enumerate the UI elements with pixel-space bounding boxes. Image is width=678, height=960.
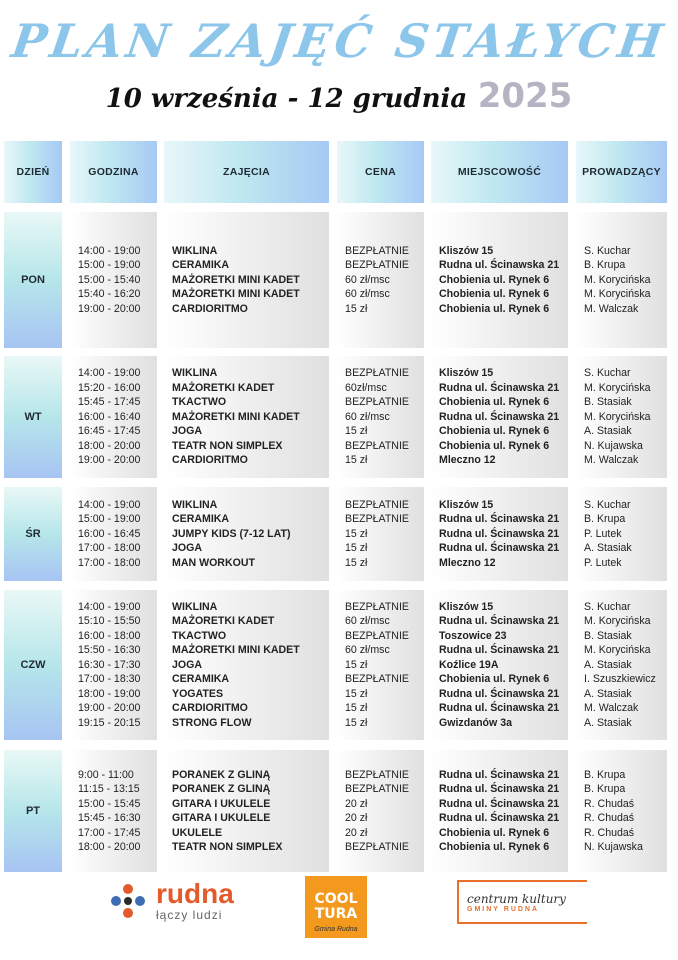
teacher-entry: R. Chudaś (584, 797, 635, 810)
place-entry: Chobienia ul. Rynek 6 (439, 273, 550, 286)
teacher-column-cell (576, 750, 667, 872)
class-column-cell (164, 212, 329, 348)
day-label: ŚR (4, 487, 62, 581)
price-entry: 15 zł (345, 556, 368, 569)
place-column-cell (431, 212, 568, 348)
price-entry: 15 zł (345, 542, 368, 555)
teacher-entry: M. Walczak (584, 302, 639, 315)
class-entry: JUMPY KIDS (7-12 LAT) (172, 527, 291, 540)
price-entry: 15 zł (345, 658, 368, 671)
class-entry: PORANEK Z GLINĄ (172, 783, 271, 795)
teacher-entry: B. Krupa (584, 783, 626, 795)
class-entry: TKACTWO (172, 396, 227, 409)
class-entry: PORANEK Z GLINĄ (172, 768, 271, 781)
place-entry: Rudna ul. Ścinawska 21 (439, 783, 560, 795)
place-entry: Rudna ul. Ścinawska 21 (439, 615, 560, 628)
class-entry: JOGA (172, 425, 203, 438)
price-entry: 15 zł (345, 527, 368, 540)
price-entry: BEZPŁATNIE (345, 673, 409, 686)
teacher-entry: M. Korycińska (584, 410, 651, 423)
centrum-kultury-text: centrum kultury (467, 891, 566, 906)
day-label: PT (4, 750, 62, 872)
class-entry: MAŻORETKI MINI KADET (172, 644, 300, 657)
hour-entry: 19:15 - 20:15 (78, 716, 141, 729)
hour-entry: 15:50 - 16:30 (78, 644, 141, 657)
teacher-entry: M. Korycińska (584, 644, 651, 657)
price-column-cell (337, 750, 424, 872)
column-header-hour: GODZINA (70, 141, 157, 203)
class-entry: WIKLINA (172, 367, 218, 380)
place-entry: Gwizdanów 3a (439, 716, 512, 729)
rudna-logo-name: rudna (156, 878, 234, 909)
teacher-entry: M. Korycińska (584, 381, 651, 394)
hour-entry: 16:00 - 16:40 (78, 410, 141, 423)
price-entry: 60 zł/msc (345, 644, 390, 657)
hour-entry: 18:00 - 20:00 (78, 841, 141, 853)
teacher-entry: B. Krupa (584, 768, 626, 781)
class-entry: TKACTWO (172, 629, 227, 642)
class-entry: GITARA I UKULELE (172, 812, 271, 824)
teacher-column-cell (576, 212, 667, 348)
price-entry: 15 zł (345, 425, 368, 438)
hour-entry: 15:45 - 17:45 (78, 396, 141, 409)
price-entry: 20 zł (345, 812, 368, 824)
day-label: CZW (4, 590, 62, 740)
place-entry: Rudna ul. Ścinawska 21 (439, 687, 560, 700)
page-title: PLAN ZAJĘĆ STAŁYCH (8, 14, 670, 68)
hour-column-cell (70, 590, 157, 740)
price-entry: 20 zł (345, 797, 368, 810)
hour-entry: 17:00 - 17:45 (78, 826, 141, 839)
class-entry: MAN WORKOUT (172, 556, 255, 569)
teacher-entry: M. Korycińska (584, 288, 651, 301)
teacher-column-cell (576, 590, 667, 740)
place-entry: Rudna ul. Ścinawska 21 (439, 797, 560, 810)
column-header-day: DZIEŃ (4, 141, 62, 203)
class-entry: MAŻORETKI MINI KADET (172, 273, 300, 286)
price-entry: BEZPŁATNIE (345, 513, 409, 526)
hour-entry: 11:15 - 13:15 (78, 783, 140, 795)
hour-entry: 14:00 - 19:00 (78, 600, 141, 613)
day-label: PON (4, 212, 62, 348)
place-column-cell (431, 590, 568, 740)
teacher-column-cell (576, 356, 667, 478)
rudna-emblem-icon (108, 881, 148, 921)
hour-entry: 16:00 - 18:00 (78, 629, 141, 642)
place-entry: Rudna ul. Ścinawska 21 (439, 702, 560, 715)
class-entry: WIKLINA (172, 244, 218, 257)
price-entry: 60 zł/msc (345, 273, 390, 286)
class-column-cell (164, 356, 329, 478)
hour-entry: 15:00 - 19:00 (78, 513, 141, 526)
centrum-kultury-logo (457, 880, 587, 924)
price-entry: 60 zł/msc (345, 410, 390, 423)
place-entry: Rudna ul. Ścinawska 21 (439, 542, 560, 555)
class-entry: YOGATES (172, 687, 224, 700)
place-entry: Rudna ul. Ścinawska 21 (439, 812, 560, 824)
place-entry: Rudna ul. Ścinawska 21 (439, 381, 560, 394)
hour-entry: 15:20 - 16:00 (78, 381, 141, 394)
date-range (0, 76, 678, 116)
hour-entry: 15:00 - 15:40 (78, 273, 141, 286)
teacher-entry: M. Korycińska (584, 273, 651, 286)
place-entry: Rudna ul. Ścinawska 21 (439, 644, 560, 657)
rudna-logo-tagline: łączy ludzi (156, 908, 223, 922)
class-entry: CERAMIKA (172, 513, 230, 526)
place-entry: Chobienia ul. Rynek 6 (439, 841, 550, 853)
place-entry: Koźlice 19A (439, 658, 499, 671)
centrum-kultury-small: GMINY RUDNA (467, 905, 540, 913)
hour-entry: 19:00 - 20:00 (78, 702, 141, 715)
hour-entry: 19:00 - 20:00 (78, 454, 141, 467)
teacher-entry: B. Krupa (584, 513, 626, 526)
hour-column-cell (70, 487, 157, 581)
teacher-entry: N. Kujawska (584, 841, 643, 853)
place-entry: Chobienia ul. Rynek 6 (439, 439, 550, 452)
price-entry: 15 zł (345, 702, 368, 715)
price-entry: BEZPŁATNIE (345, 600, 409, 613)
teacher-entry: I. Szuszkiewicz (584, 673, 656, 686)
hour-entry: 15:40 - 16:20 (78, 288, 141, 301)
teacher-entry: R. Chudaś (584, 812, 635, 824)
place-entry: Kliszów 15 (439, 498, 494, 511)
column-header-teacher: PROWADZĄCY (576, 141, 667, 203)
hour-entry: 19:00 - 20:00 (78, 302, 141, 315)
class-entry: WIKLINA (172, 498, 218, 511)
teacher-entry: M. Walczak (584, 454, 639, 467)
class-entry: WIKLINA (172, 600, 218, 613)
hour-entry: 15:45 - 16:30 (78, 812, 141, 824)
teacher-entry: R. Chudaś (584, 826, 635, 839)
class-entry: JOGA (172, 658, 203, 671)
class-column-cell (164, 590, 329, 740)
hour-entry: 17:00 - 18:30 (78, 673, 141, 686)
place-entry: Rudna ul. Ścinawska 21 (439, 259, 560, 272)
class-entry: STRONG FLOW (172, 716, 252, 729)
column-header-price: CENA (337, 141, 424, 203)
teacher-entry: A. Stasiak (584, 542, 632, 555)
class-column-cell (164, 750, 329, 872)
teacher-entry: B. Krupa (584, 259, 626, 272)
place-entry: Rudna ul. Ścinawska 21 (439, 527, 560, 540)
rudna-logo (108, 880, 234, 922)
price-entry: BEZPŁATNIE (345, 629, 409, 642)
teacher-entry: S. Kuchar (584, 498, 631, 511)
price-entry: BEZPŁATNIE (345, 439, 409, 452)
place-entry: Chobienia ul. Rynek 6 (439, 288, 550, 301)
class-column-cell (164, 487, 329, 581)
price-entry: BEZPŁATNIE (345, 244, 409, 257)
hour-entry: 14:00 - 19:00 (78, 244, 141, 257)
teacher-entry: A. Stasiak (584, 425, 632, 438)
hour-entry: 16:45 - 17:45 (78, 425, 141, 438)
hour-column-cell (70, 750, 157, 872)
teacher-entry: S. Kuchar (584, 244, 631, 257)
class-entry: GITARA I UKULELE (172, 797, 271, 810)
teacher-entry: A. Stasiak (584, 658, 632, 671)
column-header-class: ZAJĘCIA (164, 141, 329, 203)
price-entry: BEZPŁATNIE (345, 841, 409, 853)
day-label: WT (4, 356, 62, 478)
price-entry: 60 zł/msc (345, 288, 390, 301)
price-entry: BEZPŁATNIE (345, 367, 409, 380)
place-entry: Kliszów 15 (439, 367, 494, 380)
hour-entry: 15:00 - 15:45 (78, 797, 141, 810)
teacher-entry: B. Stasiak (584, 629, 632, 642)
place-entry: Rudna ul. Ścinawska 21 (439, 410, 560, 423)
place-column-cell (431, 356, 568, 478)
place-entry: Kliszów 15 (439, 600, 494, 613)
place-entry: Chobienia ul. Rynek 6 (439, 673, 550, 686)
class-entry: TEATR NON SIMPLEX (172, 439, 283, 452)
hour-entry: 9:00 - 11:00 (78, 768, 134, 781)
price-entry: BEZPŁATNIE (345, 783, 409, 795)
place-column-cell (431, 487, 568, 581)
class-entry: CERAMIKA (172, 259, 230, 272)
teacher-entry: A. Stasiak (584, 716, 632, 729)
cooltura-logo-small: Gmina Rudna (314, 926, 358, 933)
hour-column-cell (70, 356, 157, 478)
hour-column-cell (70, 212, 157, 348)
class-entry: MAŻORETKI KADET (172, 381, 275, 394)
hour-entry: 17:00 - 18:00 (78, 556, 141, 569)
price-entry: 15 zł (345, 716, 368, 729)
teacher-entry: M. Walczak (584, 702, 639, 715)
class-entry: MAŻORETKI MINI KADET (172, 288, 300, 301)
place-entry: Chobienia ul. Rynek 6 (439, 826, 550, 839)
class-entry: UKULELE (172, 826, 223, 839)
hour-entry: 14:00 - 19:00 (78, 367, 141, 380)
price-entry: BEZPŁATNIE (345, 259, 409, 272)
place-entry: Mleczno 12 (439, 454, 496, 467)
place-entry: Chobienia ul. Rynek 6 (439, 396, 550, 409)
place-column-cell (431, 750, 568, 872)
hour-entry: 16:30 - 17:30 (78, 658, 141, 671)
teacher-entry: A. Stasiak (584, 687, 632, 700)
price-entry: 60zł/msc (345, 381, 387, 394)
place-entry: Toszowice 23 (439, 629, 507, 642)
class-entry: TEATR NON SIMPLEX (172, 841, 283, 853)
class-entry: CARDIORITMO (172, 302, 248, 315)
cooltura-logo (305, 876, 367, 933)
teacher-entry: B. Stasiak (584, 396, 632, 409)
teacher-entry: S. Kuchar (584, 600, 631, 613)
price-column-cell (337, 212, 424, 348)
place-entry: Kliszów 15 (439, 244, 494, 257)
price-column-cell (337, 487, 424, 581)
place-entry: Mleczno 12 (439, 556, 496, 569)
class-entry: CARDIORITMO (172, 454, 248, 467)
teacher-column-cell (576, 487, 667, 581)
teacher-entry: S. Kuchar (584, 367, 631, 380)
class-entry: CARDIORITMO (172, 702, 248, 715)
price-entry: 20 zł (345, 826, 368, 839)
teacher-entry: P. Lutek (584, 556, 622, 569)
hour-entry: 16:00 - 16:45 (78, 527, 141, 540)
hour-entry: 15:00 - 19:00 (78, 259, 141, 272)
hour-entry: 15:10 - 15:50 (78, 615, 141, 628)
price-entry: 15 zł (345, 687, 368, 700)
hour-entry: 17:00 - 18:00 (78, 542, 141, 555)
place-entry: Rudna ul. Ścinawska 21 (439, 513, 560, 526)
class-entry: CERAMIKA (172, 673, 230, 686)
hour-entry: 14:00 - 19:00 (78, 498, 141, 511)
date-range-text: 10 września - 12 grudnia (105, 84, 468, 114)
cooltura-logo-text: COOL TURA (305, 876, 367, 938)
price-entry: BEZPŁATNIE (345, 498, 409, 511)
class-entry: MAŻORETKI KADET (172, 615, 275, 628)
teacher-entry: P. Lutek (584, 527, 622, 540)
column-header-place: MIEJSCOWOŚĆ (431, 141, 568, 203)
year-text: 2025 (477, 76, 573, 116)
price-entry: BEZPŁATNIE (345, 396, 409, 409)
price-entry: BEZPŁATNIE (345, 768, 409, 781)
price-entry: 15 zł (345, 454, 368, 467)
place-entry: Chobienia ul. Rynek 6 (439, 425, 550, 438)
place-entry: Chobienia ul. Rynek 6 (439, 302, 550, 315)
hour-entry: 18:00 - 19:00 (78, 687, 141, 700)
place-entry: Rudna ul. Ścinawska 21 (439, 768, 560, 781)
price-column-cell (337, 590, 424, 740)
price-column-cell (337, 356, 424, 478)
class-entry: MAŻORETKI MINI KADET (172, 410, 300, 423)
teacher-entry: N. Kujawska (584, 439, 643, 452)
class-entry: JOGA (172, 542, 203, 555)
price-entry: 60 zł/msc (345, 615, 390, 628)
teacher-entry: M. Korycińska (584, 615, 651, 628)
price-entry: 15 zł (345, 302, 368, 315)
hour-entry: 18:00 - 20:00 (78, 439, 141, 452)
